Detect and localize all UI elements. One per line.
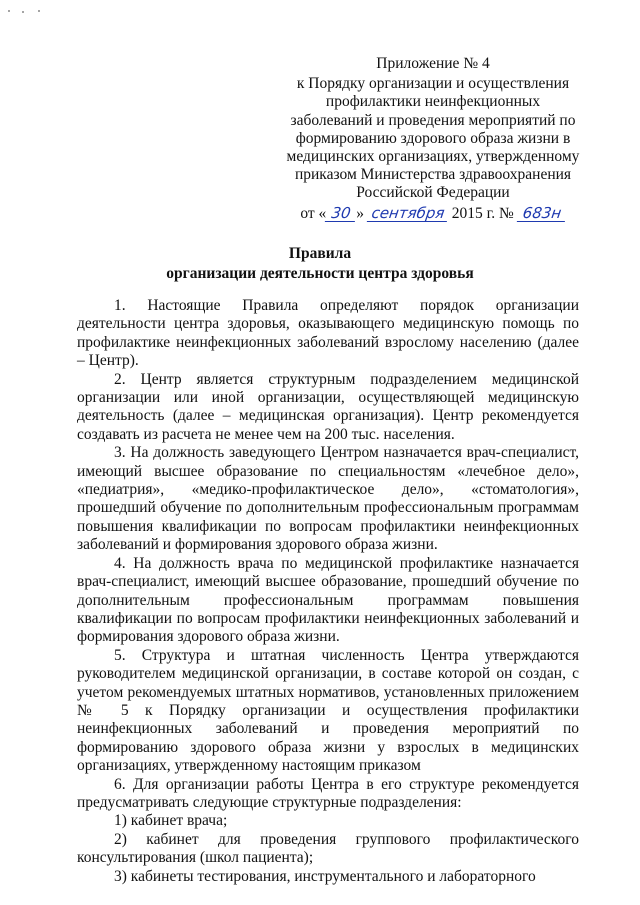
document-title [0,244,640,283]
appendix-line: формированию здорового образа жизни в [295,129,571,147]
document-body [77,297,579,886]
appendix-line: медицинских организациях, утвержденному [286,148,580,166]
title-line-2: организации деятельности центра здоровья [166,265,474,282]
handwritten-order-number: 683н [516,205,566,222]
list-item: 2) кабинет для проведения группового профилактического консультирования (школ пациента); [77,830,579,867]
appendix-line: Российской Федерации [356,184,510,202]
paragraph: 2. Центр является структурным подразделением медицинской организации или иной организации, осуществляющей медицинскую деятельность (далее – медицинская организация). Центр рекомендуется создавать из расчета не менее чем на 200 тыс. населения. [77,370,579,443]
list-item: 1) кабинет врача; [114,812,228,830]
date-mid: » [356,204,368,222]
title-line-1: Правила [288,245,352,262]
date-year: 2015 г. № [447,204,518,222]
appendix-block [268,55,598,223]
appendix-line: к Порядку организации и осуществления [296,75,570,93]
paragraph: 1. Настоящие Правила определяют порядок организации деятельности центра здоровья, оказывающего медицинскую помощь по профилактике неинфекционных заболеваний взрослому населению (далее – Центр). [77,297,579,370]
paragraph: 6. Для организации работы Центра в его структуре рекомендуется предусматривать следующие структурные подразделения: [77,775,579,811]
list-item: 3) кабинеты тестирования, инструментального и лабораторного [114,867,536,885]
handwritten-month: сентября [367,205,449,222]
appendix-number: Приложение № 4 [376,55,490,72]
appendix-line: профилактики неинфекционных [325,93,541,111]
paragraph: 4. На должность врача по медицинской профилактике назначается врач-специалист, имеющий высшее образование, прошедший обучение по дополнительным профессиональным программам повышения квалификации по вопросам профилактики неинфекционных заболеваний и формирования здорового образа жизни. [77,554,579,646]
appendix-line: заболеваний и проведения мероприятий по [290,111,576,129]
order-date-line [268,205,598,223]
appendix-line: приказом Министерства здравоохранения [294,166,572,184]
paragraph: 3. На должность заведующего Центром назначается врач-специалист, имеющий высшее образование по специальностям «лечебное дело», «педиатрия», «медико-профилактическое дело», «стоматология», прошедший обучение по дополнительным профессиональным программам повышения квалификации по вопросам профилактики неинфекционных заболеваний и формирования здорового образа жизни. [77,444,579,554]
handwritten-day: 30 [325,205,357,222]
date-prefix: от « [300,204,327,222]
paragraph: 5. Структура и штатная численность Центра утверждаются руководителем медицинской организации, в составе которой он создан, с учетом рекомендуемых штатных нормативов, установленных приложением № 5 к Порядку организации и осуществления профилактики неинфекционных заболеваний и проведения мероприятий по формированию здорового образа жизни у взрослых в медицинских организациях, утвержденному настоящим приказом [77,646,579,775]
